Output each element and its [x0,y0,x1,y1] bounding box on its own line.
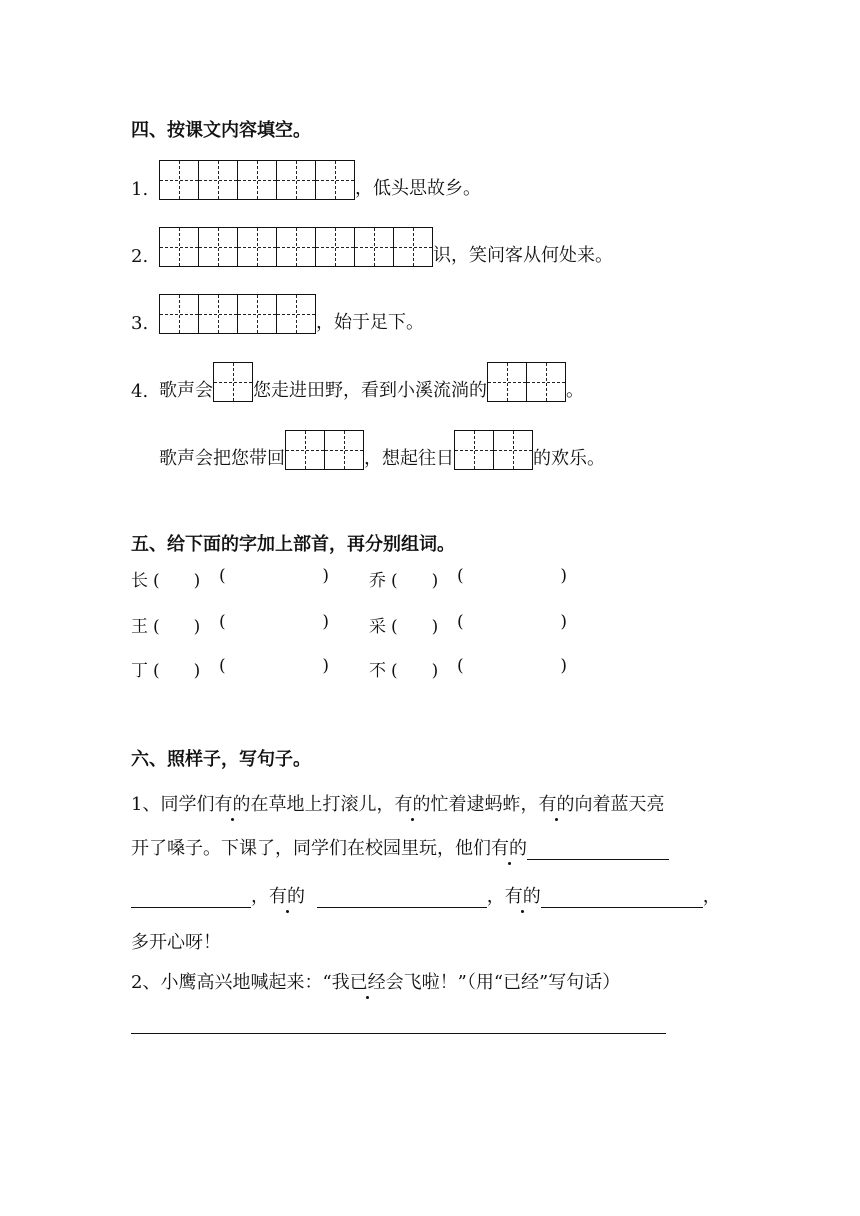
item-text-pre: 歌声会把您带回 [159,448,285,469]
word-blank[interactable]: ( ) [457,566,567,586]
radical-blank[interactable]: ( ) [153,661,201,681]
word-blank[interactable]: ( ) [219,656,329,676]
dotted-word: 有的 [538,794,575,815]
radical-blank[interactable]: ( ) [153,571,201,591]
answer-blank[interactable] [131,889,251,908]
answer-blank[interactable] [527,841,669,860]
tianzige-boxes[interactable] [159,294,315,334]
fill-item-3 [131,294,424,334]
tianzige-boxes[interactable] [159,160,354,200]
word-blank[interactable]: ( ) [457,656,567,676]
dotted-word: 已经 [349,972,386,993]
item-number: 4. [131,381,149,402]
dotted-word: 有的 [394,794,431,815]
tianzige-boxes[interactable] [487,362,565,402]
radical-blank[interactable]: ( ) [153,617,201,637]
item-text: 识，笑问客从何处来。 [433,245,613,266]
character: 长 [131,571,148,591]
radical-blank[interactable]: ( ) [391,571,439,591]
radical-blank[interactable]: ( ) [391,617,439,637]
q1-line4: 多开心呀！ [131,932,221,953]
radical-row [131,612,609,637]
item-text-mid: ，想起往日 [364,448,454,469]
item-number: 3. [131,313,149,334]
dotted-word: 有的 [214,794,251,815]
radical-row [131,656,609,681]
item-text-after: 的欢乐。 [533,448,605,469]
fill-item-4 [131,362,584,402]
section5-title: 五、给下面的字加上部首，再分别组词。 [131,534,455,555]
character: 王 [131,617,148,637]
answer-blank[interactable] [541,889,703,908]
fill-item-1 [131,160,481,200]
item-number: 2. [131,246,149,267]
dotted-word: 有的 [269,886,305,907]
dotted-word: 有的 [504,886,541,907]
q2-line: 2、小鹰高兴地喊起来：“我已经会飞啦！”（用“已经”写句话） [131,972,621,993]
q1-line2: 开了嗓子。下课了，同学们在校园里玩，他们有的 [131,834,669,860]
q1-line3: ，有的 ，有的 ， [131,882,721,908]
tianzige-boxes[interactable] [213,362,252,402]
radical-blank[interactable]: ( ) [391,661,439,681]
fill-item-4-cont [159,430,605,470]
section4-title: 四、按课文内容填空。 [131,120,311,141]
character: 丁 [131,661,148,681]
character: 乔 [369,571,386,591]
item-text: ，始于足下。 [316,312,424,333]
character: 不 [369,661,386,681]
item-text-pre: 歌声会 [159,380,213,401]
tianzige-boxes[interactable] [159,227,432,267]
answer-line[interactable] [131,1033,666,1034]
tianzige-boxes[interactable] [454,430,532,470]
section6-title: 六、照样子，写句子。 [131,749,311,770]
word-blank[interactable]: ( ) [219,566,329,586]
q1-line1: 1、同学们有的在草地上打滚儿，有的忙着逮蚂蚱，有的向着蓝天亮 [131,794,665,815]
item-text: ，低头思故乡。 [355,178,481,199]
item-number: 1. [131,179,149,200]
word-blank[interactable]: ( ) [219,612,329,632]
item-text-mid: 您走进田野，看到小溪流淌的 [253,380,487,401]
word-blank[interactable]: ( ) [457,612,567,632]
answer-blank[interactable] [317,889,487,908]
fill-item-2 [131,227,613,267]
tianzige-boxes[interactable] [285,430,363,470]
character: 采 [369,617,386,637]
radical-row [131,566,609,591]
dotted-word: 有的 [491,838,527,859]
item-text-after: 。 [566,380,584,401]
